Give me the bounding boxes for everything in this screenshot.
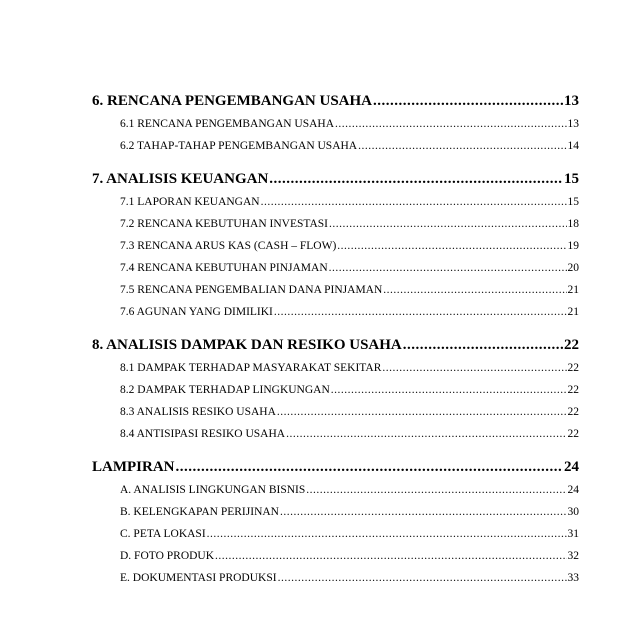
- toc-entry-title: B. KELENGKAPAN PERIJINAN: [120, 506, 279, 518]
- toc-heading-title: 8. ANALISIS DAMPAK DAN RESIKO USAHA: [92, 337, 402, 353]
- dot-leader: [329, 213, 567, 235]
- toc-heading-page: 13: [564, 93, 579, 109]
- toc-entry-7-6[interactable]: [92, 301, 579, 323]
- toc-heading-6[interactable]: [92, 90, 579, 112]
- dot-leader: [278, 567, 567, 589]
- dot-leader: [261, 191, 567, 213]
- toc-entry-8-2[interactable]: [92, 379, 579, 401]
- toc-heading-page: 15: [564, 171, 579, 187]
- toc-entry-page: 32: [567, 550, 579, 562]
- toc-entry-title: 8.1 DAMPAK TERHADAP MASYARAKAT SEKITAR: [120, 362, 382, 374]
- toc-heading-title: 7. ANALISIS KEUANGAN: [92, 171, 269, 187]
- toc-entry-title: 7.3 RENCANA ARUS KAS (CASH – FLOW): [120, 240, 337, 252]
- dot-leader: [358, 135, 566, 157]
- toc-entry-lampiran-d[interactable]: [92, 545, 579, 567]
- toc-entry-page: 31: [567, 528, 579, 540]
- toc-entry-title: E. DOKUMENTASI PRODUKSI: [120, 572, 277, 584]
- toc-heading-8[interactable]: [92, 334, 579, 356]
- toc-entry-title: 8.2 DAMPAK TERHADAP LINGKUNGAN: [120, 384, 330, 396]
- dot-leader: [280, 501, 567, 523]
- toc-entry-page: 14: [567, 140, 579, 152]
- toc-entry-title: D. FOTO PRODUK: [120, 550, 215, 562]
- toc-section-7: [92, 168, 579, 323]
- toc-entry-page: 22: [567, 362, 579, 374]
- toc-entry-title: 7.4 RENCANA KEBUTUHAN PINJAMAN: [120, 262, 328, 274]
- toc-entry-title: C. PETA LOKASI: [120, 528, 206, 540]
- dot-leader: [337, 235, 566, 257]
- toc-entry-page: 18: [567, 218, 579, 230]
- toc-entry-page: 22: [567, 406, 579, 418]
- toc-entry-page: 20: [567, 262, 579, 274]
- dot-leader: [215, 545, 566, 567]
- toc-entry-page: 15: [567, 196, 579, 208]
- toc-entry-6-2[interactable]: [92, 135, 579, 157]
- toc-entry-page: 24: [567, 484, 579, 496]
- table-of-contents: [92, 90, 579, 600]
- toc-entry-page: 22: [567, 428, 579, 440]
- toc-section-6: [92, 90, 579, 157]
- dot-leader: [331, 379, 567, 401]
- toc-section-8: [92, 334, 579, 445]
- toc-entry-title: 7.2 RENCANA KEBUTUHAN INVESTASI: [120, 218, 328, 230]
- toc-entry-page: 19: [567, 240, 579, 252]
- dot-leader: [176, 456, 564, 478]
- dot-leader: [286, 423, 566, 445]
- toc-heading-lampiran[interactable]: [92, 456, 579, 478]
- toc-heading-page: 22: [564, 337, 579, 353]
- toc-entry-lampiran-a[interactable]: [92, 479, 579, 501]
- dot-leader: [306, 479, 566, 501]
- toc-entry-title: 6.1 RENCANA PENGEMBANGAN USAHA: [120, 118, 335, 130]
- toc-entry-lampiran-e[interactable]: [92, 567, 579, 589]
- dot-leader: [207, 523, 567, 545]
- toc-entry-7-3[interactable]: [92, 235, 579, 257]
- toc-entry-page: 13: [567, 118, 579, 130]
- toc-entry-page: 21: [567, 284, 579, 296]
- toc-entry-page: 33: [567, 572, 579, 584]
- toc-entry-title: 7.5 RENCANA PENGEMBALIAN DANA PINJAMAN: [120, 284, 383, 296]
- toc-entry-page: 21: [567, 306, 579, 318]
- toc-entry-8-1[interactable]: [92, 357, 579, 379]
- dot-leader: [329, 257, 567, 279]
- toc-entry-page: 30: [567, 506, 579, 518]
- toc-entry-title: 8.3 ANALISIS RESIKO USAHA: [120, 406, 276, 418]
- dot-leader: [277, 401, 567, 423]
- toc-entry-8-3[interactable]: [92, 401, 579, 423]
- toc-entry-7-1[interactable]: [92, 191, 579, 213]
- dot-leader: [403, 334, 563, 356]
- toc-entry-8-4[interactable]: [92, 423, 579, 445]
- toc-entry-7-4[interactable]: [92, 257, 579, 279]
- dot-leader: [382, 357, 566, 379]
- toc-entry-title: 6.2 TAHAP-TAHAP PENGEMBANGAN USAHA: [120, 140, 358, 152]
- toc-section-lampiran: [92, 456, 579, 589]
- toc-entry-6-1[interactable]: [92, 113, 579, 135]
- dot-leader: [373, 90, 563, 112]
- toc-entry-lampiran-b[interactable]: [92, 501, 579, 523]
- toc-entry-title: 7.1 LAPORAN KEUANGAN: [120, 196, 260, 208]
- toc-entry-title: A. ANALISIS LINGKUNGAN BISNIS: [120, 484, 306, 496]
- toc-heading-page: 24: [564, 459, 579, 475]
- toc-heading-title: 6. RENCANA PENGEMBANGAN USAHA: [92, 93, 373, 109]
- toc-entry-7-2[interactable]: [92, 213, 579, 235]
- dot-leader: [383, 279, 566, 301]
- toc-heading-title: LAMPIRAN: [92, 459, 175, 475]
- toc-entry-title: 7.6 AGUNAN YANG DIMILIKI: [120, 306, 273, 318]
- toc-entry-page: 22: [567, 384, 579, 396]
- toc-entry-lampiran-c[interactable]: [92, 523, 579, 545]
- dot-leader: [269, 168, 563, 190]
- toc-entry-title: 8.4 ANTISIPASI RESIKO USAHA: [120, 428, 286, 440]
- toc-heading-7[interactable]: [92, 168, 579, 190]
- dot-leader: [274, 301, 567, 323]
- toc-entry-7-5[interactable]: [92, 279, 579, 301]
- dot-leader: [335, 113, 566, 135]
